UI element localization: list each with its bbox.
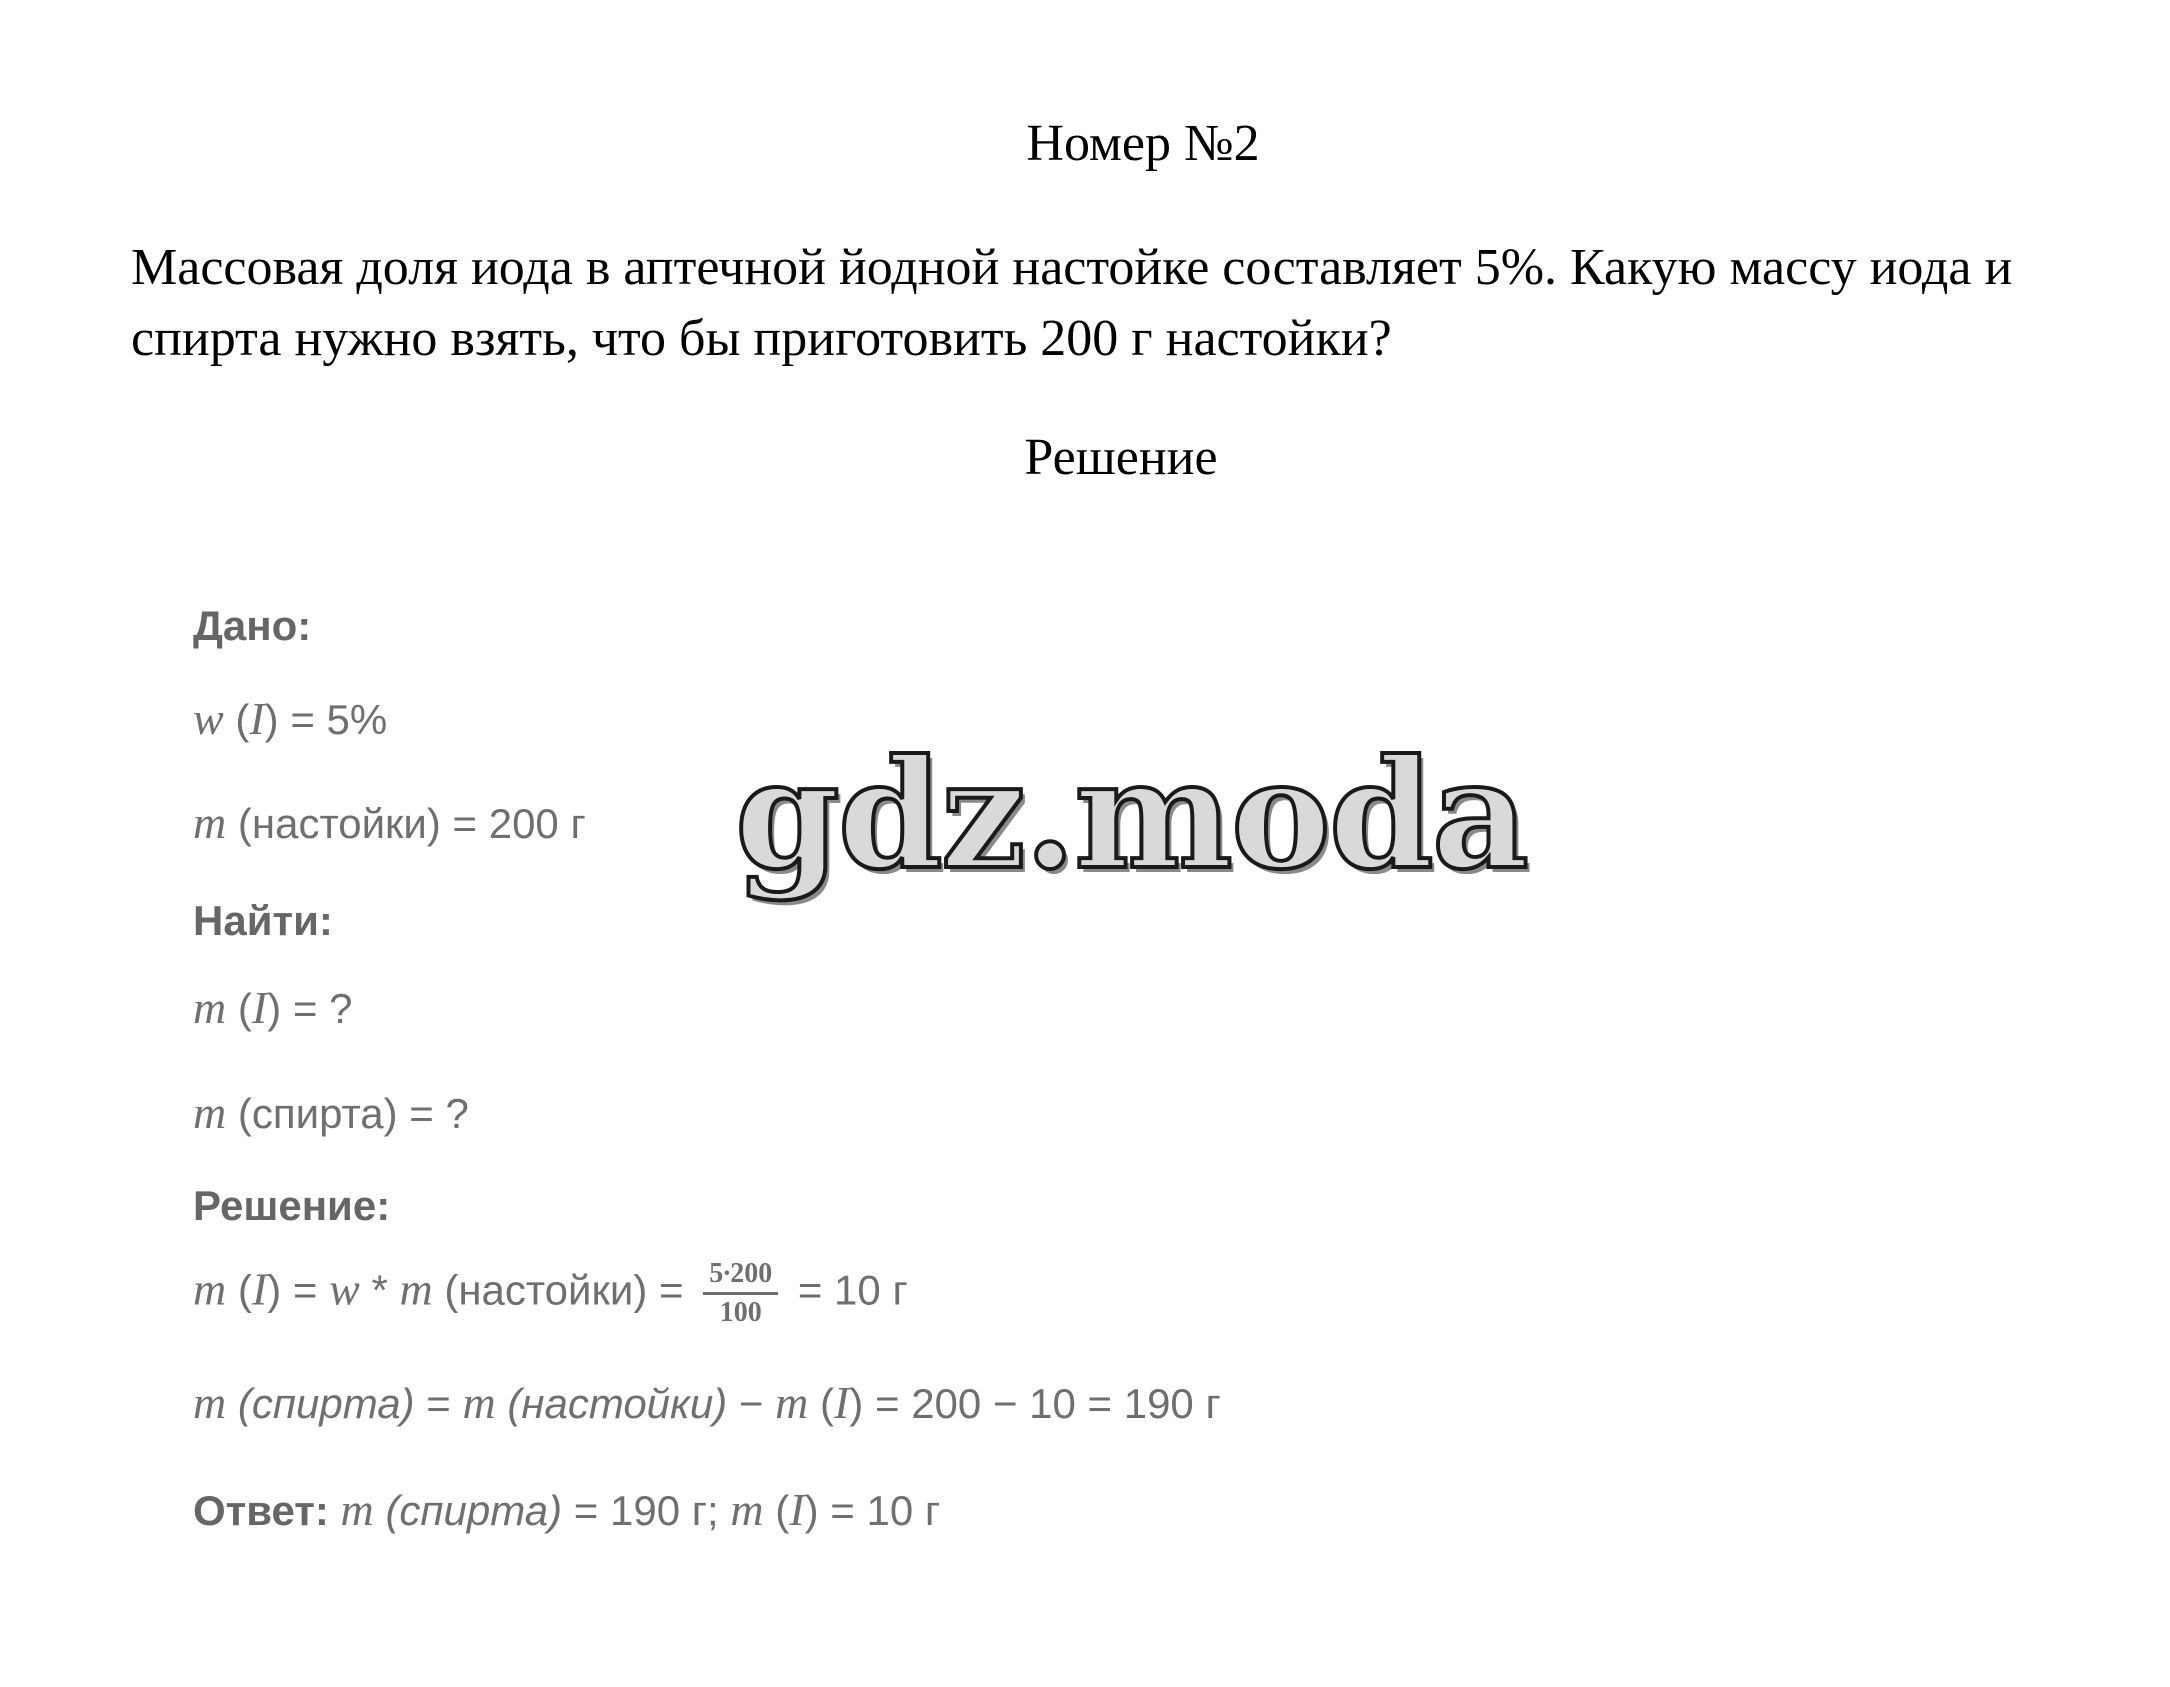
solution-label: Решение: [193,1182,391,1229]
given-tincture-mass: m (настойки) = 200 г [193,797,586,848]
answer-line: Ответ: m (спирта) = 190 г; m (I) = 10 г [193,1484,941,1535]
calc-iodine-mass: m (I) = w * m (настойки) = $\frac{5\cdot 200}{100}$ = 10 г [193,1258,908,1328]
given-mass-fraction: w (I) = 5% [193,693,388,744]
find-iodine-mass: m (I) = ? [193,982,353,1033]
task-text: Массовая доля иода в аптечной йодной настойке составляет 5%. Какую массу иода и спирта нужно взять, что бы приготовить 200 г настойки? [131,239,2013,367]
solution-title: Решение [1024,429,1218,486]
watermark-logo: gdz.moda [735,727,1528,903]
calc-alcohol-mass: m (спирта) = m (настойки) − m (I) = 200 − 10 = 190 г [193,1377,1221,1428]
given-label: Дано: [193,602,312,649]
number-title: Номер №2 [1026,115,1260,172]
find-alcohol-mass: m (спирта) = ? [193,1087,469,1138]
fraction: $\frac{5\cdot 200}{100}$ [703,1260,778,1327]
find-label: Найти: [193,897,333,944]
